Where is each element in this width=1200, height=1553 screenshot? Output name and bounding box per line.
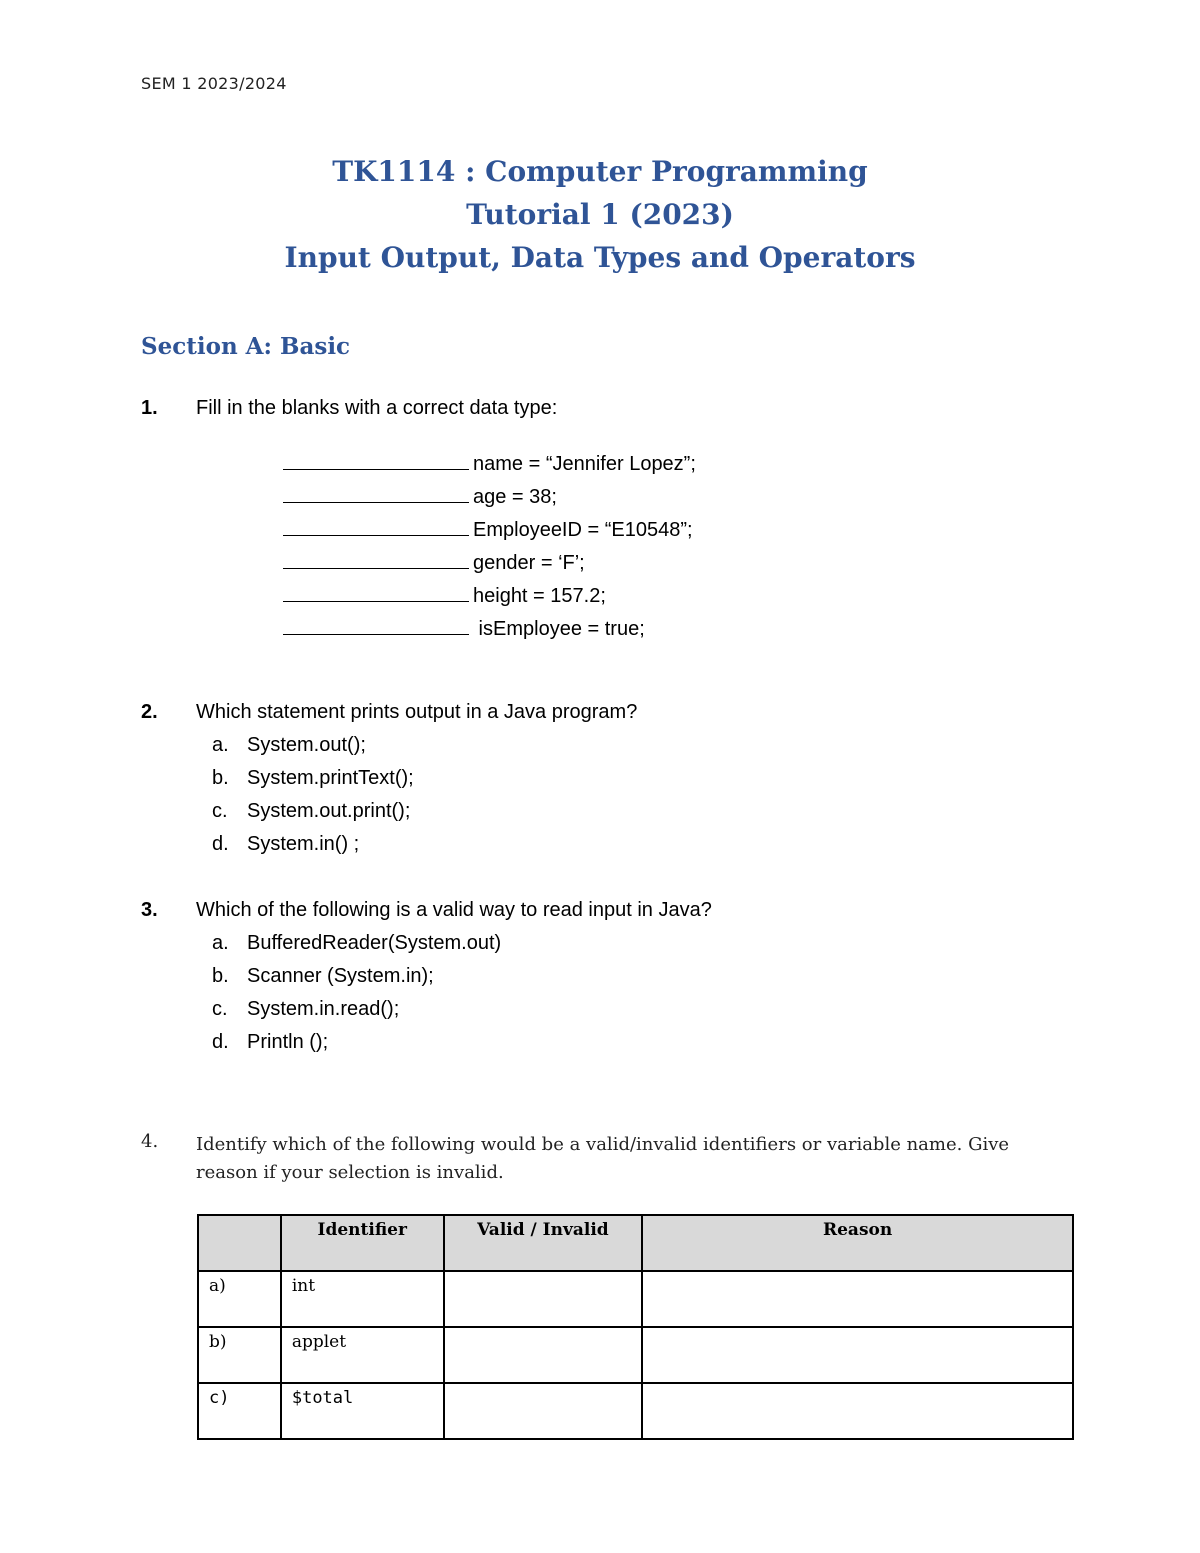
row-label: a) [198, 1271, 281, 1327]
row-label: c) [198, 1383, 281, 1439]
title-topic: Input Output, Data Types and Operators [284, 241, 916, 274]
option-item[interactable] [212, 998, 399, 1021]
answer-blank[interactable] [283, 482, 469, 503]
option-letter: c. [212, 998, 228, 1020]
fill-blank-row [283, 482, 557, 509]
option-text: System.in.read(); [247, 998, 400, 1020]
identifier-table [197, 1214, 1074, 1440]
blank-statement: gender = ‘F’; [473, 552, 585, 574]
option-text: System.in() ; [247, 833, 360, 855]
blank-statement: isEmployee = true; [473, 618, 645, 640]
row-label: b) [198, 1327, 281, 1383]
blank-statement: name = “Jennifer Lopez”; [473, 453, 696, 475]
option-letter: d. [212, 1031, 229, 1053]
reason-cell[interactable] [642, 1271, 1073, 1327]
option-text: BufferedReader(System.out) [247, 932, 502, 954]
question-number: 3. [141, 899, 158, 921]
option-letter: a. [212, 734, 229, 756]
option-item[interactable] [212, 767, 414, 790]
question-number: 4. [141, 1131, 159, 1152]
option-item[interactable] [212, 734, 366, 757]
option-item[interactable] [212, 1031, 328, 1054]
option-item[interactable] [212, 932, 501, 955]
identifier-cell: applet [281, 1327, 444, 1383]
reason-cell[interactable] [642, 1327, 1073, 1383]
reason-cell[interactable] [642, 1383, 1073, 1439]
table-row [198, 1271, 1073, 1327]
title-tutorial: Tutorial 1 (2023) [466, 198, 734, 231]
table-header [198, 1215, 281, 1271]
table-row [198, 1383, 1073, 1439]
blank-statement: height = 157.2; [473, 585, 606, 607]
option-letter: b. [212, 965, 229, 987]
identifier-cell: int [281, 1271, 444, 1327]
blank-statement: EmployeeID = “E10548”; [473, 519, 693, 541]
table-row [198, 1327, 1073, 1383]
fill-blank-row [283, 581, 606, 608]
option-text: System.out(); [247, 734, 366, 756]
question-text: Fill in the blanks with a correct data type: [196, 397, 558, 419]
semester-header: SEM 1 2023/2024 [141, 74, 287, 93]
option-item[interactable] [212, 833, 359, 856]
option-letter: c. [212, 800, 228, 822]
option-text: Scanner (System.in); [247, 965, 434, 987]
option-text: System.out.print(); [247, 800, 411, 822]
answer-blank[interactable] [283, 548, 469, 569]
option-item[interactable] [212, 965, 434, 988]
identifier-cell: $total [281, 1383, 444, 1439]
fill-blank-row [283, 614, 645, 641]
question-text: Which of the following is a valid way to read input in Java? [196, 899, 712, 921]
option-letter: a. [212, 932, 229, 954]
fill-blank-row [283, 449, 696, 476]
table-header: Identifier [281, 1215, 444, 1271]
validity-cell[interactable] [444, 1383, 643, 1439]
blank-statement: age = 38; [473, 486, 557, 508]
section-a-title: Section A: Basic [141, 333, 351, 360]
option-text: System.printText(); [247, 767, 414, 789]
option-item[interactable] [212, 800, 410, 823]
answer-blank[interactable] [283, 515, 469, 536]
answer-blank[interactable] [283, 581, 469, 602]
table-header-row [198, 1215, 1073, 1271]
table-header: Reason [642, 1215, 1073, 1271]
validity-cell[interactable] [444, 1271, 643, 1327]
fill-blank-row [283, 548, 585, 575]
question-number: 1. [141, 397, 158, 419]
question-text: Which statement prints output in a Java program? [196, 701, 638, 723]
document-title [0, 150, 1200, 279]
option-letter: b. [212, 767, 229, 789]
title-course: TK1114 : Computer Programming [332, 155, 868, 188]
answer-blank[interactable] [283, 449, 469, 470]
question-number: 2. [141, 701, 158, 723]
validity-cell[interactable] [444, 1327, 643, 1383]
answer-blank[interactable] [283, 614, 469, 635]
option-letter: d. [212, 833, 229, 855]
question-text: Identify which of the following would be a valid/invalid identifiers or variable name. Give reason if your selection is invalid. [196, 1134, 1010, 1183]
option-text: Println (); [247, 1031, 329, 1053]
table-header: Valid / Invalid [444, 1215, 643, 1271]
fill-blank-row [283, 515, 693, 542]
